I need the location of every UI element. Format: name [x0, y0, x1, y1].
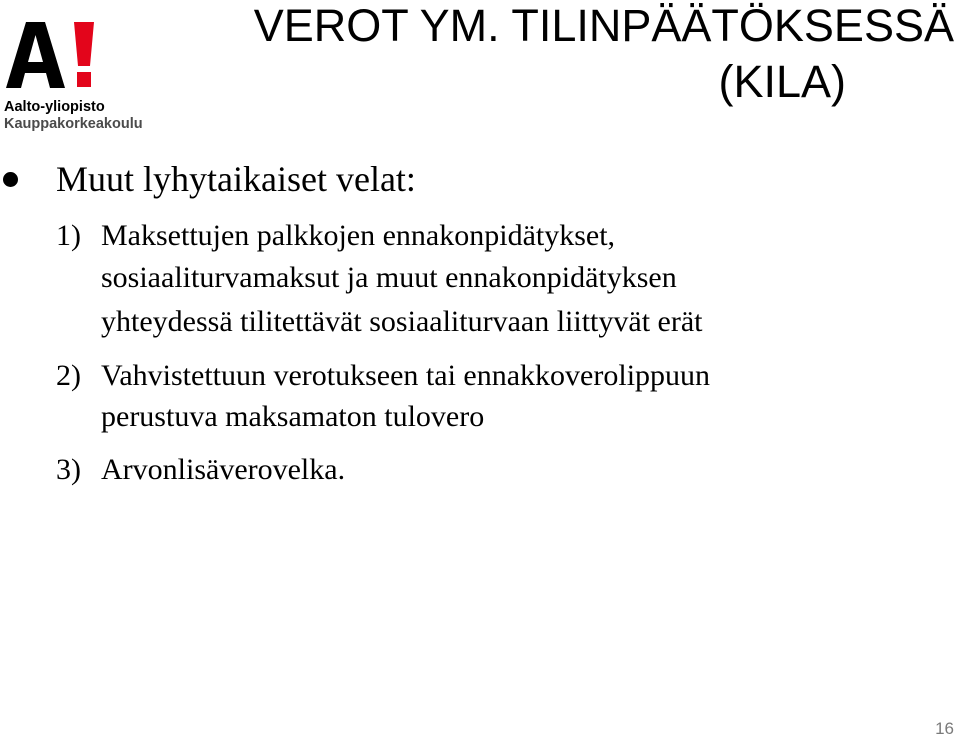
list-item-number: 2) [56, 359, 81, 392]
logo-university-name: Aalto-yliopisto [4, 99, 105, 115]
slide-title-line2: (KILA) [718, 56, 846, 107]
aalto-logo [4, 18, 154, 133]
list-item-number: 3) [56, 453, 81, 486]
list-item-line: Vahvistettuun verotukseen tai ennakkoverolippuun [101, 359, 711, 392]
slide-title-line1: VEROT YM. TILINPÄÄTÖKSESSÄ [253, 0, 954, 51]
logo-school-name: Kauppakorkeakoulu [4, 116, 143, 132]
list-item-line: yhteydessä tilitettävät sosiaaliturvaan liittyvät erät [101, 305, 703, 338]
aalto-logo-icon [4, 18, 104, 90]
list-item-line: perustuva maksamaton tulovero [101, 400, 485, 433]
slide-title [154, 0, 954, 110]
page-number: 16 [935, 719, 954, 738]
list-item-number: 1) [56, 219, 81, 252]
bullet-icon [3, 172, 18, 187]
list-item-line: Arvonlisäverovelka. [101, 453, 346, 486]
list-item-line: Maksettujen palkkojen ennakonpidätykset, [101, 219, 616, 252]
bullet-text: Muut lyhytaikaiset velat: [56, 159, 416, 199]
list-item-line: sosiaaliturvamaksut ja muut ennakonpidätyksen [101, 261, 677, 294]
bullet-point [0, 154, 960, 204]
